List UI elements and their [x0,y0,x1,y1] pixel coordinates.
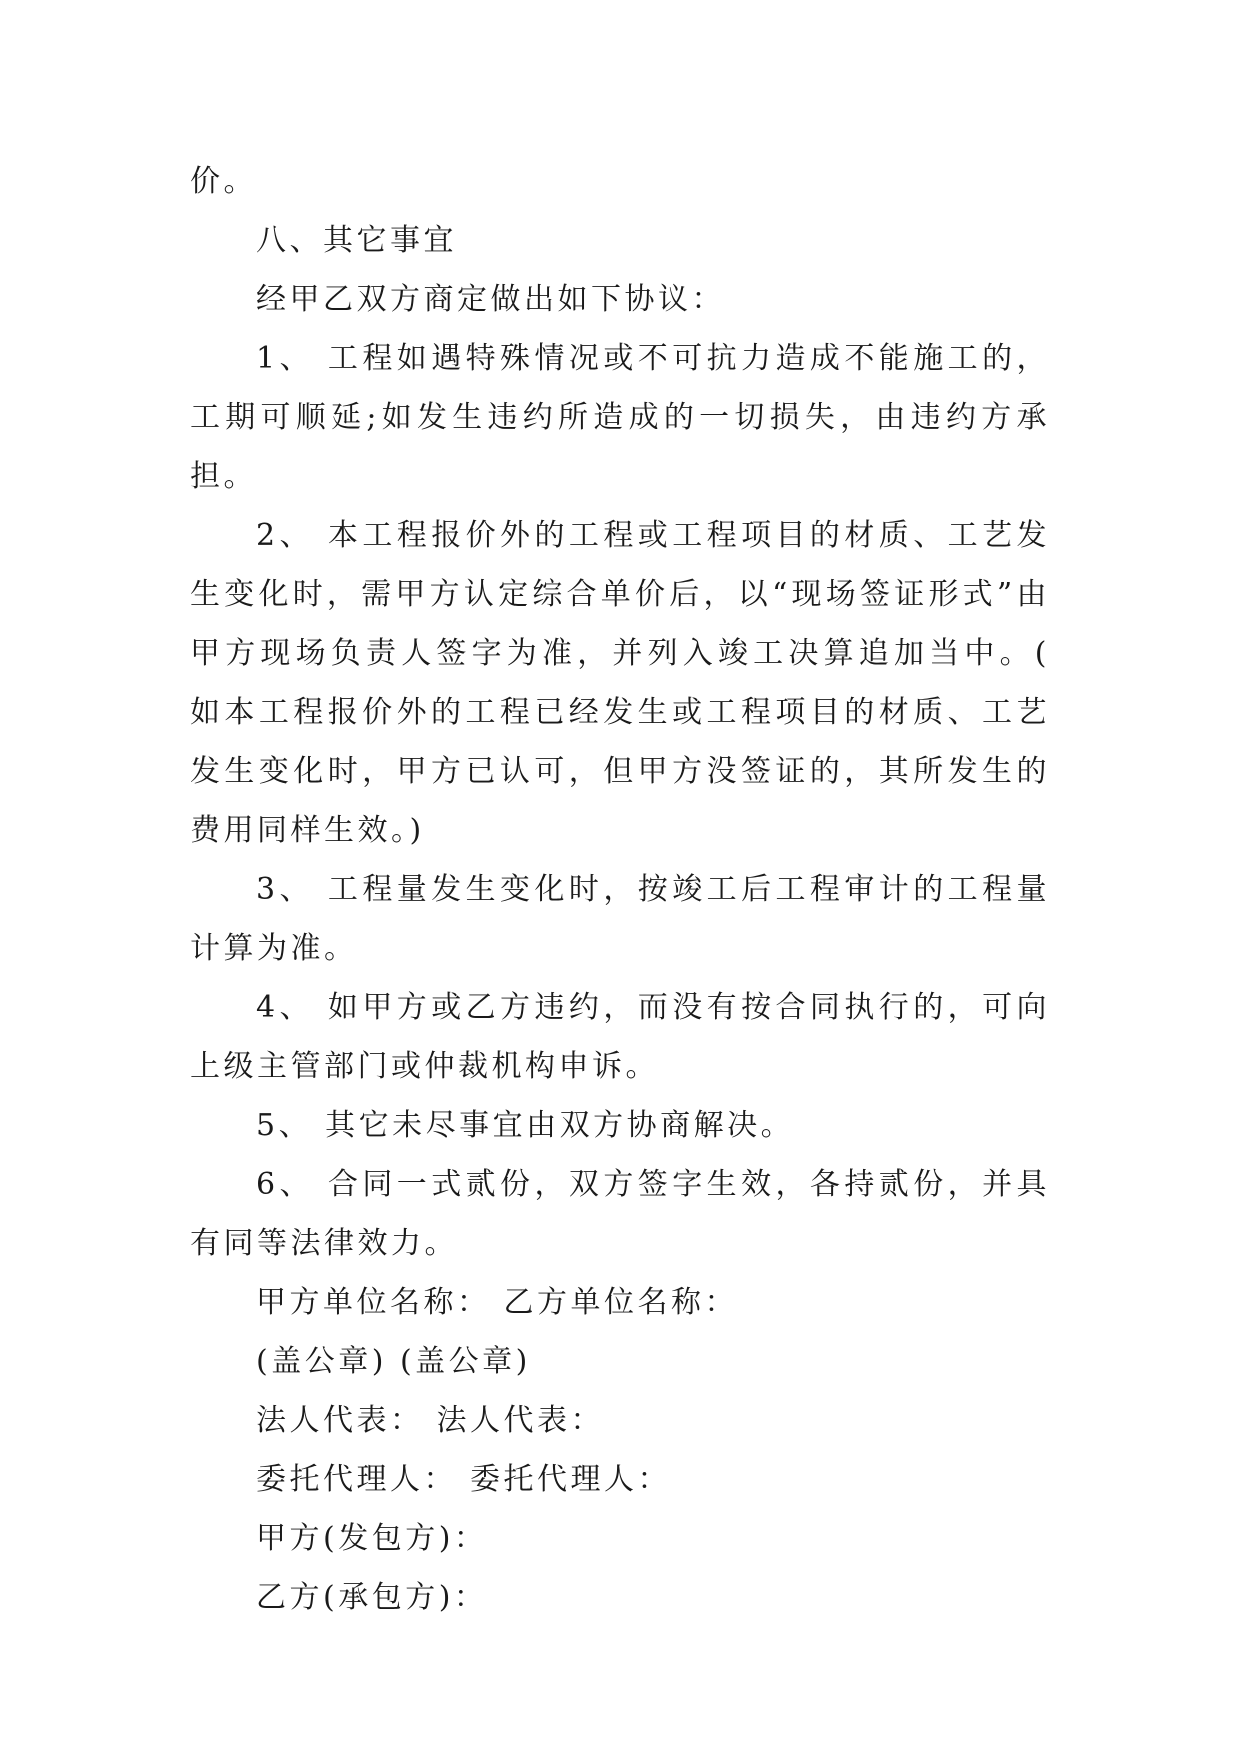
party-a-label: 甲方(发包方)： [256,1521,488,1556]
signature-seals: (盖公章) (盖公章) [256,1344,531,1379]
signature-legal-representatives: 法人代表： 法人代表： [256,1403,605,1438]
party-b-label: 乙方(承包方)： [256,1580,488,1615]
signature-unit-names: 甲方单位名称： 乙方单位名称： [256,1285,739,1320]
contract-text [190,152,1050,1627]
signature-agents: 委托代理人： 委托代理人： [256,1462,672,1497]
clause-5: 5、 其它未尽事宜由双方协商解决。 [256,1108,795,1143]
agreement-intro: 经甲乙双方商定做出如下协议： [256,282,725,317]
clause-3: 3、 工程量发生变化时，按竣工后工程审计的工程量计算为准。 [190,872,1050,966]
section-heading-other-matters: 八、其它事宜 [256,223,457,258]
clause-4: 4、 如甲方或乙方违约，而没有按合同执行的，可向上级主管部门或仲裁机构申诉。 [190,990,1050,1084]
paragraph-continuation: 价。 [190,164,257,199]
clause-1: 1、 工程如遇特殊情况或不可抗力造成不能施工的，工期可顺延;如发生违约所造成的一切损失，由违约方承担。 [190,341,1050,494]
clause-2: 2、 本工程报价外的工程或工程项目的材质、工艺发生变化时，需甲方认定综合单价后，以“现场签证形式”由甲方现场负责人签字为准，并列入竣工决算追加当中。( 如本工程报价外的工程已经发生或工程项目的材质、工艺发生变化时，甲方已认可，但甲方没签证的，其所发生的费用同样生效。) [190,518,1050,848]
clause-6: 6、 合同一式贰份，双方签字生效，各持贰份，并具有同等法律效力。 [190,1167,1050,1261]
